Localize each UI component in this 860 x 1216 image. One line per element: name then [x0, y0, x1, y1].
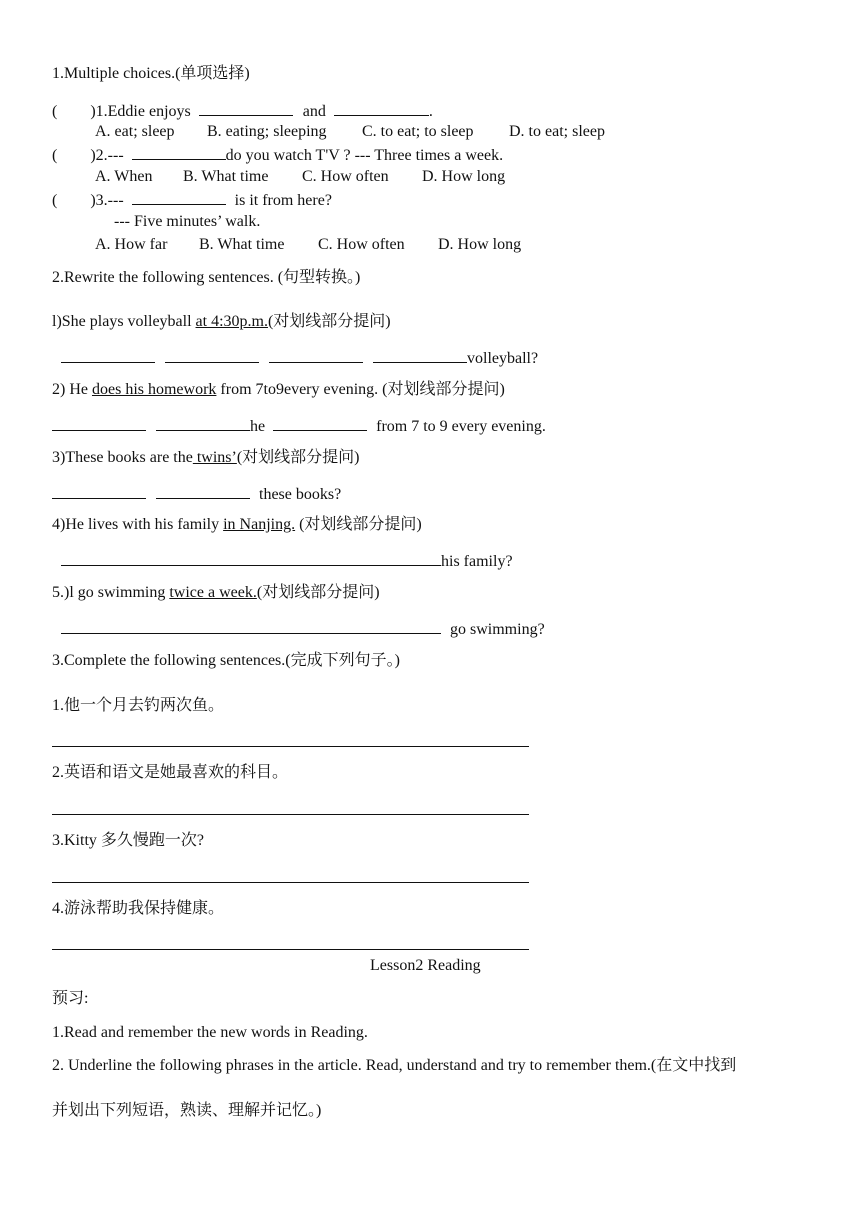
s5-sentence: [52, 583, 380, 603]
s2-answer-line: [52, 415, 546, 437]
s2-answer-end: from 7 to 9 every evening.: [376, 418, 546, 435]
q3-rest: is it from here?: [234, 192, 332, 209]
s1-blank-4[interactable]: [373, 347, 467, 363]
q1-option-b[interactable]: B. eating; sleeping: [207, 123, 327, 140]
s3-item-1: 1.他一个月去钓两次鱼。: [52, 697, 225, 714]
s3-pre: 3)These books are the: [52, 449, 193, 466]
q2-option-d[interactable]: D. How long: [422, 168, 506, 185]
s5-answer-end: go swimming?: [450, 621, 545, 638]
s1-blank-2[interactable]: [165, 347, 259, 363]
s1-answer-line: [61, 347, 538, 369]
q1-period: .: [428, 103, 433, 120]
q1-blank-1[interactable]: [199, 100, 293, 116]
s3-item-3-answer-line[interactable]: [52, 882, 529, 883]
s3-underlined: twins’: [192, 449, 237, 466]
question-2: [52, 144, 503, 166]
lesson-title: Lesson2 Reading: [370, 957, 481, 974]
s2-underlined: does his homework: [91, 381, 217, 398]
s2-sentence: [52, 380, 505, 400]
q2-option-b[interactable]: B. What time: [183, 168, 269, 185]
s4-blank[interactable]: [61, 550, 441, 566]
s4-answer-end: his family?: [441, 553, 513, 570]
q3-option-d[interactable]: D. How long: [438, 236, 522, 253]
s4-underlined: in Nanjing.: [223, 516, 296, 533]
s2-answer-mid: he: [250, 418, 266, 435]
s1-answer-end: volleyball?: [467, 350, 539, 367]
s4-instruction: (对划线部分提问): [295, 516, 422, 533]
s2-instruction: from 7to9every evening. (对划线部分提问): [216, 381, 505, 398]
q3-option-c[interactable]: C. How often: [318, 236, 405, 253]
q3-option-a[interactable]: A. How far: [95, 236, 168, 253]
s1-underlined: at 4:30p.m.: [195, 313, 268, 330]
s3-answer-end: these books?: [259, 486, 342, 503]
q3-open-paren: (: [52, 192, 58, 209]
s1-blank-3[interactable]: [269, 347, 363, 363]
q3-blank[interactable]: [132, 189, 226, 205]
q1-blank-2[interactable]: [334, 100, 429, 116]
preview-item-1: 1.Read and remember the new words in Reading.: [52, 1024, 368, 1041]
question-1: [52, 100, 433, 122]
q1-option-d[interactable]: D. to eat; sleep: [509, 123, 605, 140]
s1-blank-1[interactable]: [61, 347, 155, 363]
section2-heading: 2.Rewrite the following sentences. (句型转换。): [52, 269, 361, 286]
s4-sentence: [52, 515, 422, 535]
preview-label: 预习:: [52, 990, 89, 1007]
s3-item-2: 2.英语和语文是她最喜欢的科目。: [52, 764, 289, 781]
s2-blank-1[interactable]: [52, 415, 146, 431]
s1-pre: l)She plays volleyball: [52, 313, 196, 330]
q1-open-paren: (: [52, 103, 58, 120]
q2-option-c[interactable]: C. How often: [302, 168, 389, 185]
q1-stem: )1.Eddie enjoys: [90, 103, 191, 120]
s5-blank[interactable]: [61, 618, 441, 634]
q2-blank[interactable]: [132, 144, 226, 160]
s3-item-4: 4.游泳帮助我保持健康。: [52, 900, 225, 917]
s3-item-2-answer-line[interactable]: [52, 814, 529, 815]
s3-blank-2[interactable]: [156, 483, 250, 499]
s5-answer-line: [61, 618, 545, 640]
s3-instruction: (对划线部分提问): [236, 449, 360, 466]
s3-answer-line: [52, 483, 341, 505]
s1-instruction: (对划线部分提问): [267, 313, 391, 330]
s3-item-3: 3.Kitty 多久慢跑一次?: [52, 832, 204, 849]
q3-stem: )3.---: [90, 192, 124, 209]
q2-rest: do you watch T'V ? --- Three times a week.: [225, 147, 504, 164]
preview-item-2-line-1: 2. Underline the following phrases in the article. Read, understand and try to remember them.(在文中找到: [52, 1057, 737, 1074]
section1-heading: 1.Multiple choices.(单项选择): [52, 65, 250, 82]
s2-blank-3[interactable]: [273, 415, 367, 431]
s1-sentence: [52, 312, 391, 332]
s2-pre: 2) He: [52, 381, 92, 398]
s5-instruction: (对划线部分提问): [256, 584, 380, 601]
q1-and: and: [302, 103, 326, 120]
s2-blank-2[interactable]: [156, 415, 250, 431]
s3-item-4-answer-line[interactable]: [52, 949, 529, 950]
q2-stem: )2.---: [90, 147, 124, 164]
q3-option-b[interactable]: B. What time: [199, 236, 285, 253]
preview-item-2-line-2: 并划出下列短语，熟读、理解并记忆。): [52, 1102, 322, 1119]
question-3: [52, 189, 332, 211]
s5-pre: 5.)l go swimming: [52, 584, 170, 601]
s5-underlined: twice a week.: [169, 584, 257, 601]
s3-blank-1[interactable]: [52, 483, 146, 499]
q1-option-a[interactable]: A. eat; sleep: [95, 123, 175, 140]
s4-pre: 4)He lives with his family: [52, 516, 224, 533]
q3-answer: --- Five minutes’ walk.: [114, 213, 261, 230]
section3-heading: 3.Complete the following sentences.(完成下列句子。): [52, 652, 400, 669]
q2-open-paren: (: [52, 147, 58, 164]
s4-answer-line: [61, 550, 513, 572]
q1-option-c[interactable]: C. to eat; to sleep: [362, 123, 474, 140]
s3-item-1-answer-line[interactable]: [52, 746, 529, 747]
s3-sentence: [52, 448, 360, 468]
q2-option-a[interactable]: A. When: [95, 168, 153, 185]
